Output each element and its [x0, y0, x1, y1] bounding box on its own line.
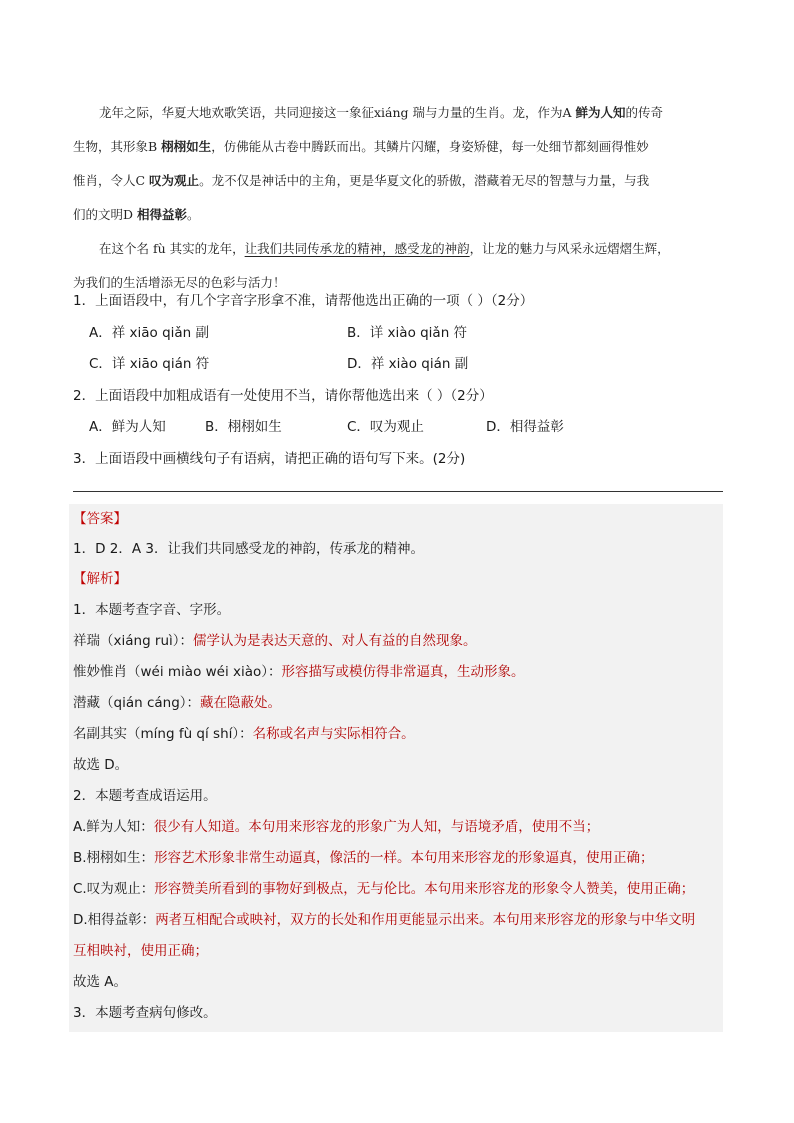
- term: 祥瑞（xiáng ruì）：: [73, 633, 194, 649]
- question-1-options-row-1: [73, 318, 723, 350]
- analysis-q2-item: [73, 905, 719, 936]
- underlined-sentence: 让我们共同传承龙的精神，感受龙的神韵: [244, 241, 470, 256]
- passage-text: 为我们的生活增添无尽的色彩与活力！: [73, 275, 286, 290]
- bold-idiom-b: 栩栩如生: [161, 139, 212, 154]
- reading-passage: [73, 96, 723, 300]
- analysis-q1-title: 1．本题考查字音、字形。: [73, 602, 231, 618]
- analysis-q1-conclusion: 故选 D。: [73, 757, 129, 773]
- analysis-q2-title: 2．本题考查成语运用。: [73, 788, 217, 804]
- option-d: D．祥 xiào qián 副: [347, 356, 469, 372]
- option-d: D．相得益彰: [486, 419, 564, 435]
- analysis-q2-conclusion: 故选 A。: [73, 974, 128, 990]
- analysis-q2-item: [73, 843, 719, 874]
- question-2: 2．上面语段中加粗成语有一处使用不当，请你帮他选出来（ ）（2分）: [73, 387, 493, 404]
- definition: 很少有人知道。本句用来形容龙的形象广为人知，与语境矛盾，使用不当；: [153, 819, 600, 835]
- option-c: C．详 xiāo qián 符: [89, 356, 210, 372]
- analysis-q2-item: [73, 812, 719, 843]
- bold-idiom-d: 相得益彰: [137, 207, 188, 222]
- analysis-q1-item: [73, 719, 719, 750]
- option-b: B．栩栩如生: [205, 419, 282, 435]
- option-c: C．叹为观止: [347, 419, 424, 435]
- question-2-options: [73, 412, 723, 444]
- answer-text: 1．D 2．A 3．让我们共同感受龙的神韵，传承龙的精神。: [73, 541, 424, 557]
- question-3: 3．上面语段中画横线句子有语病，请把正确的语句写下来。(2分): [73, 450, 466, 467]
- passage-text: 。龙不仅是神话中的主角，更是华夏文化的骄傲，潜藏着无尽的智慧与力量，与我: [199, 173, 650, 188]
- definition: 名称或名声与实际相符合。: [252, 726, 415, 742]
- term: 惟妙惟肖（wéi miào wéi xiào）：: [73, 664, 282, 680]
- definition: 形容描写或模仿得非常逼真，生动形象。: [281, 664, 525, 680]
- passage-text: 惟肖，令人C: [73, 173, 150, 188]
- definition: 形容艺术形象非常生动逼真，像活的一样。本句用来形容龙的形象逼真，使用正确；: [154, 850, 654, 866]
- term: 名副其实（míng fù qí shí）：: [73, 726, 253, 742]
- option-a: A．鲜为人知: [89, 419, 166, 435]
- passage-text: 在这个名 fù 其实的龙年，: [99, 241, 245, 256]
- passage-text: 生物，其形象B: [73, 139, 162, 154]
- passage-line-4: [73, 198, 723, 232]
- analysis-q3-title: 3．本题考查病句修改。: [73, 1005, 217, 1021]
- answer-label: 【答案】: [73, 511, 127, 527]
- term: A.鲜为人知：: [73, 819, 154, 835]
- passage-text: 们的文明D: [73, 207, 137, 222]
- term: C.叹为观止：: [73, 881, 155, 897]
- term: D.相得益彰：: [73, 912, 156, 928]
- analysis-q1-item: [73, 657, 719, 688]
- passage-text: ，让龙的魅力与风采永远熠熠生辉，: [469, 241, 670, 256]
- definition: 两者互相配合或映衬，双方的长处和作用更能显示出来。本句用来形容龙的形象与中华文明: [155, 912, 696, 928]
- passage-text: 龙年之际，华夏大地欢歌笑语，共同迎接这一象征xiáng 瑞与力量的生肖。龙，作为A: [99, 105, 576, 120]
- passage-line-1: [73, 96, 723, 130]
- definition: 儒学认为是表达天意的、对人有益的自然现象。: [193, 633, 477, 649]
- passage-text: 的传奇: [625, 105, 664, 120]
- question-1-options-row-2: [73, 349, 723, 381]
- bold-idiom-a: 鲜为人知: [575, 105, 626, 120]
- analysis-q2-item: [73, 874, 719, 905]
- term: B.栩栩如生：: [73, 850, 155, 866]
- question-block: [73, 286, 723, 475]
- analysis-q1-item: [73, 688, 719, 719]
- passage-line-3: [73, 164, 723, 198]
- analysis-label: 【解析】: [73, 571, 127, 587]
- analysis-q2-item-continued: 互相映衬，使用正确；: [73, 943, 208, 959]
- bold-idiom-c: 叹为观止: [149, 173, 200, 188]
- definition: 藏在隐蔽处。: [200, 695, 282, 711]
- question-1: 1．上面语段中，有几个字音字形拿不准，请帮他选出正确的一项（ ）（2分）: [73, 293, 534, 309]
- passage-text: 。: [187, 207, 200, 222]
- option-a: A．祥 xiāo qiǎn 副: [89, 324, 210, 341]
- passage-line-2: [73, 130, 723, 164]
- passage-line-5: [73, 232, 723, 266]
- answer-analysis-box: [69, 504, 723, 1032]
- term: 潜藏（qián cáng）：: [73, 695, 201, 711]
- divider-line: [73, 491, 723, 492]
- definition: 形容赞美所看到的事物好到极点，无与伦比。本句用来形容龙的形象令人赞美，使用正确；: [154, 881, 695, 897]
- passage-text: ，仿佛能从古卷中腾跃而出。其鳞片闪耀，身姿矫健，每一处细节都刻画得惟妙: [211, 139, 649, 154]
- analysis-q1-item: [73, 626, 719, 657]
- option-b: B．详 xiào qiǎn 符: [347, 324, 468, 341]
